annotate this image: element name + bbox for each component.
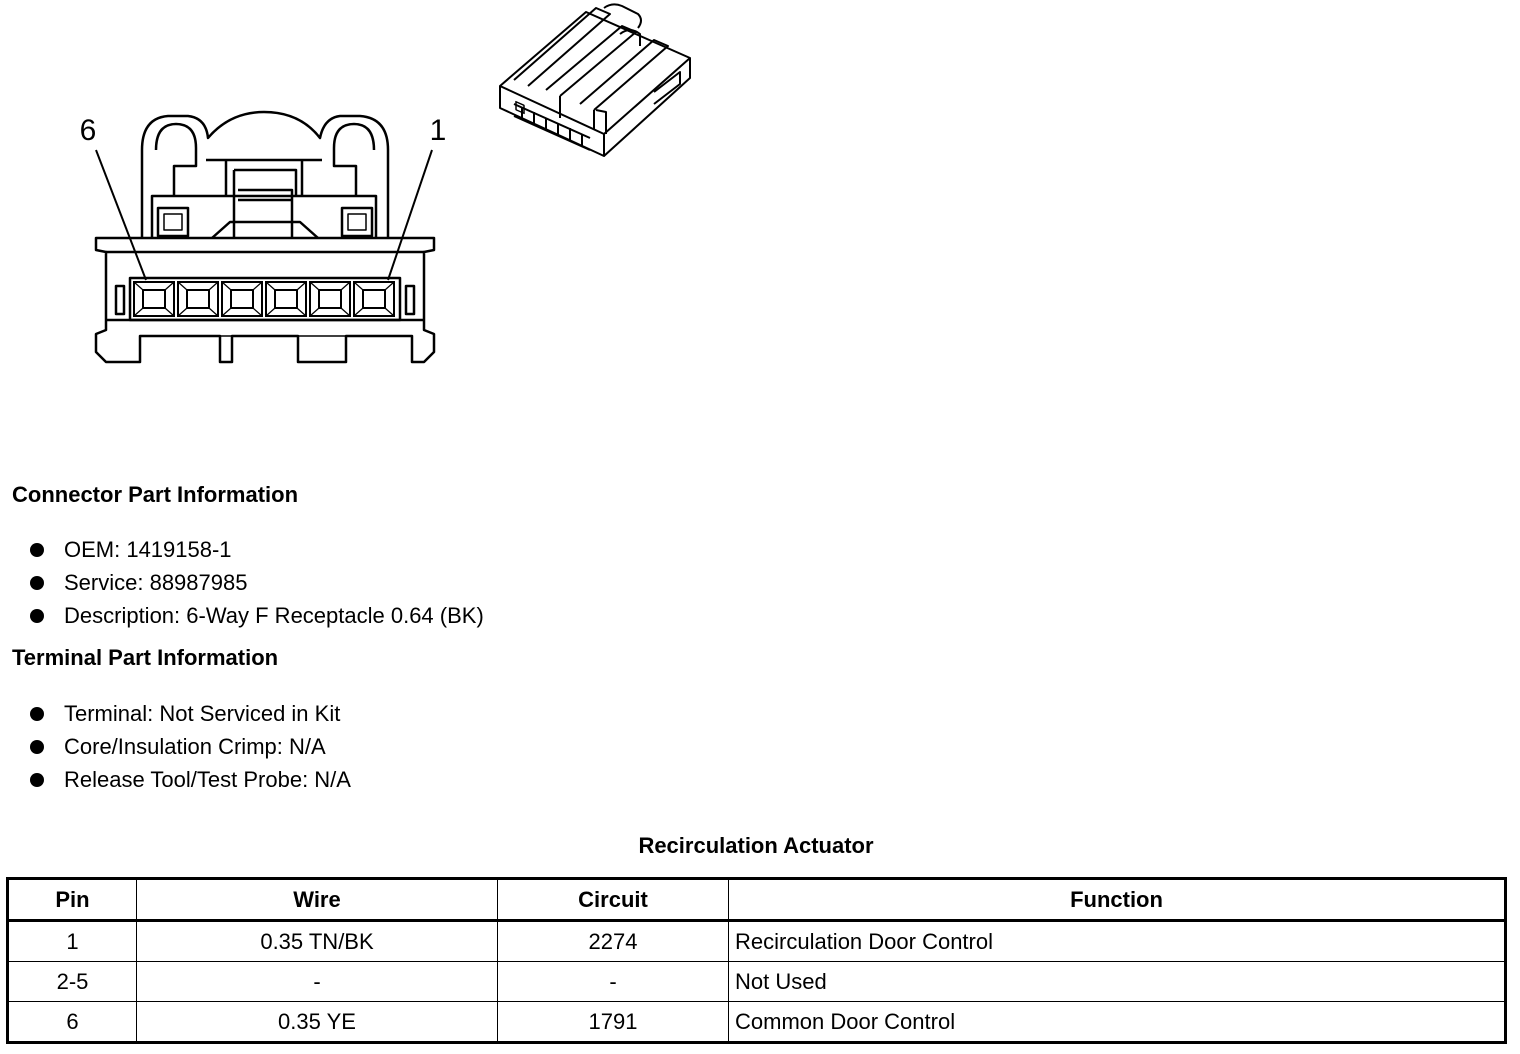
service-part-number: Service: 88987985 <box>64 570 248 595</box>
cavity-chamfer-line <box>253 308 262 316</box>
connector-illustration <box>0 0 720 380</box>
cavity-chamfer-line <box>222 282 231 290</box>
table-row <box>8 962 1506 1002</box>
terminal-cavity-opening <box>275 290 297 308</box>
list-item <box>28 730 351 763</box>
terminal-info: Terminal: Not Serviced in Kit <box>64 701 341 726</box>
cavity-chamfer-line <box>385 308 394 316</box>
oem-part-number: OEM: 1419158-1 <box>64 537 232 562</box>
cavity-chamfer-line <box>310 308 319 316</box>
pin-cell: 1 <box>8 921 137 962</box>
cavity-chamfer-line <box>134 282 143 290</box>
crimp-info: Core/Insulation Crimp: N/A <box>64 734 326 759</box>
wire-cell: 0.35 YE <box>137 1002 498 1043</box>
pin-6-callout: 6 <box>79 114 97 147</box>
function-cell: Recirculation Door Control <box>729 921 1506 962</box>
pin-cell: 6 <box>8 1002 137 1043</box>
list-item <box>28 566 484 599</box>
column-header-pin: Pin <box>8 879 137 921</box>
terminal-part-information-heading: Terminal Part Information <box>12 645 279 670</box>
cavity-chamfer-line <box>354 308 363 316</box>
cavity-chamfer-line <box>209 282 218 290</box>
cavity-chamfer-line <box>310 282 319 290</box>
table-row <box>8 921 1506 962</box>
function-cell: Common Door Control <box>729 1002 1506 1043</box>
cavity-chamfer-line <box>297 282 306 290</box>
bullet-icon <box>30 609 44 623</box>
leader-line-pin-1 <box>388 150 432 280</box>
terminal-part-information-list <box>28 697 351 796</box>
list-item <box>28 763 351 796</box>
bullet-icon <box>30 740 44 754</box>
column-header-circuit: Circuit <box>498 879 729 921</box>
table-caption: Recirculation Actuator <box>638 833 874 858</box>
connector-description: Description: 6-Way F Receptacle 0.64 (BK) <box>64 603 484 628</box>
pin-cell: 2-5 <box>8 962 137 1002</box>
list-item <box>28 599 484 632</box>
bullet-icon <box>30 543 44 557</box>
function-cell: Not Used <box>729 962 1506 1002</box>
connector-part-information-heading: Connector Part Information <box>12 482 299 507</box>
circuit-cell: 1791 <box>498 1002 729 1043</box>
leader-line-pin-6 <box>96 150 146 280</box>
bullet-icon <box>30 707 44 721</box>
terminal-cavity-opening <box>319 290 341 308</box>
cavity-chamfer-line <box>178 308 187 316</box>
column-header-wire: Wire <box>137 879 498 921</box>
terminal-cavity-opening <box>143 290 165 308</box>
wire-cell: 0.35 TN/BK <box>137 921 498 962</box>
cavity-chamfer-line <box>297 308 306 316</box>
cavity-chamfer-line <box>165 282 174 290</box>
cavity-chamfer-line <box>222 308 231 316</box>
cavity-chamfer-line <box>253 282 262 290</box>
terminal-cavity-opening <box>187 290 209 308</box>
cavity-chamfer-line <box>165 308 174 316</box>
list-item <box>28 533 484 566</box>
terminal-cavity-opening <box>363 290 385 308</box>
connector-isometric-view <box>500 4 690 156</box>
cavity-chamfer-line <box>134 308 143 316</box>
circuit-cell: 2274 <box>498 921 729 962</box>
cavity-chamfer-line <box>354 282 363 290</box>
cavity-chamfer-line <box>385 282 394 290</box>
column-header-function: Function <box>729 879 1506 921</box>
pin-1-callout: 1 <box>429 114 447 147</box>
connector-part-information-list <box>28 533 484 632</box>
cavity-chamfer-line <box>266 282 275 290</box>
list-item <box>28 697 351 730</box>
wire-cell: - <box>137 962 498 1002</box>
cavity-chamfer-line <box>341 308 350 316</box>
cavity-chamfer-line <box>341 282 350 290</box>
cavity-chamfer-line <box>266 308 275 316</box>
terminal-cavity-opening <box>231 290 253 308</box>
cavity-chamfer-line <box>178 282 187 290</box>
bullet-icon <box>30 576 44 590</box>
cavity-chamfer-line <box>209 308 218 316</box>
table-header-row <box>8 879 1506 921</box>
table-row <box>8 1002 1506 1043</box>
pinout-table <box>6 877 1507 1044</box>
bullet-icon <box>30 773 44 787</box>
release-tool-info: Release Tool/Test Probe: N/A <box>64 767 351 792</box>
circuit-cell: - <box>498 962 729 1002</box>
